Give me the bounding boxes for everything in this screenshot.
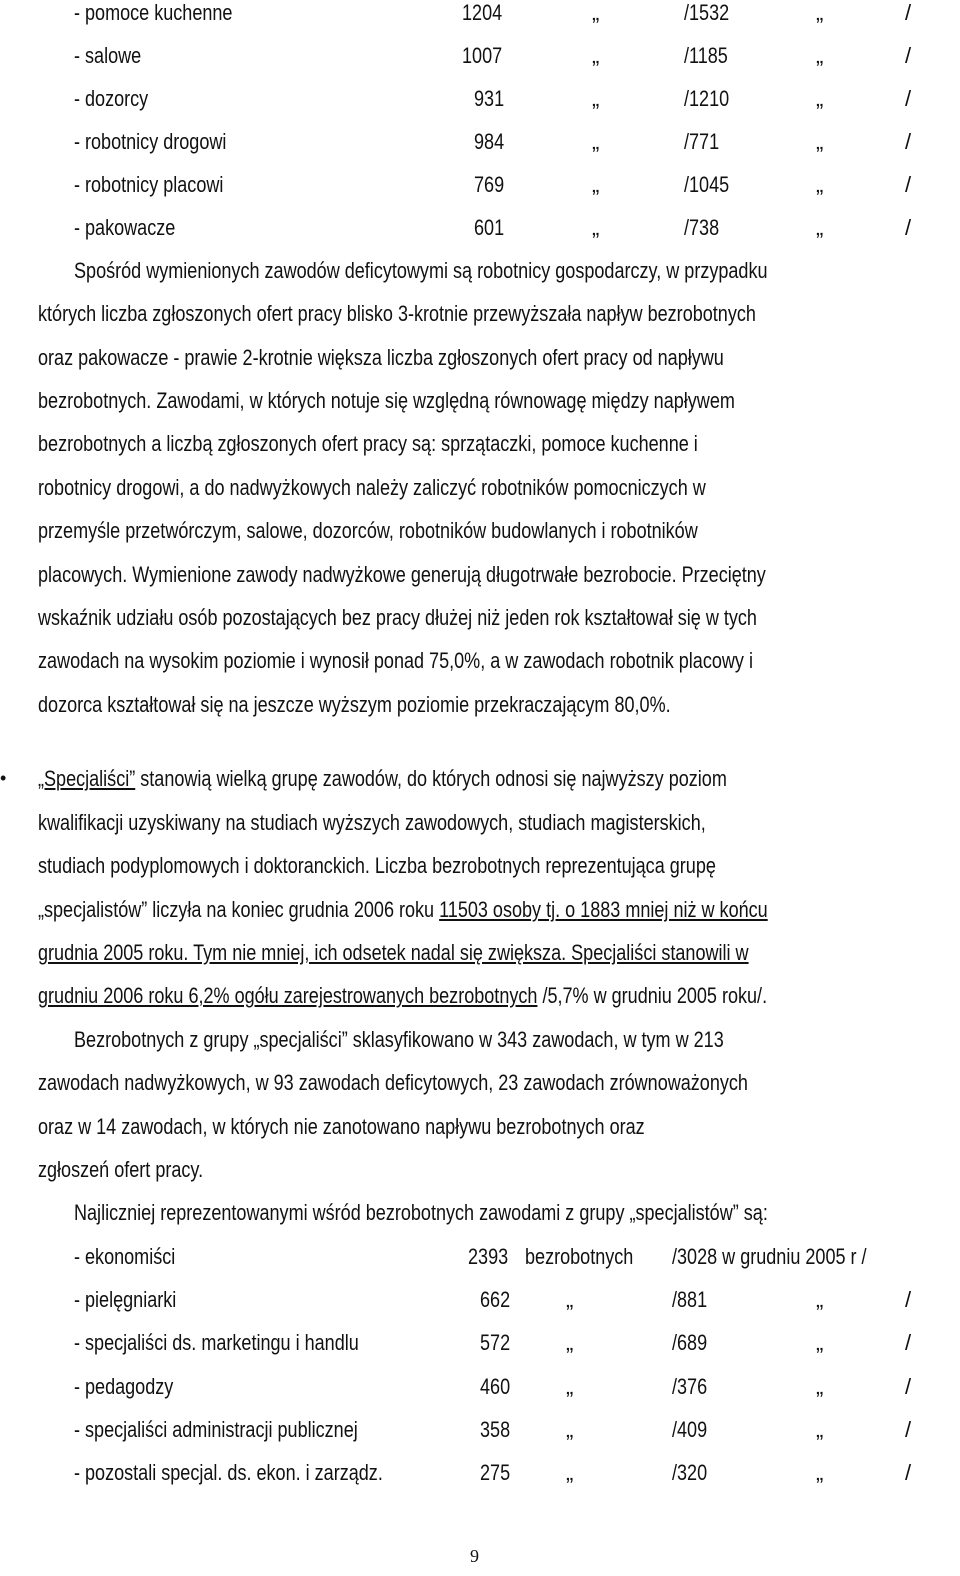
ditto-mark: „ bbox=[816, 86, 824, 111]
text-line: robotnicy drogowi, a do nadwyżkowych należy zaliczyć robotników pomocniczych w bbox=[38, 475, 706, 500]
ditto-mark: „ bbox=[592, 172, 600, 197]
table-row bbox=[0, 1374, 960, 1404]
ditto-mark: „ bbox=[592, 129, 600, 154]
ditto-mark: „ bbox=[592, 215, 600, 240]
text-line: grudnia 2005 roku. Tym nie mniej, ich odsetek nadal się zwiększa. Specjaliści stanowili w bbox=[38, 940, 749, 965]
previous-value: /881 bbox=[672, 1287, 708, 1312]
previous-value: /376 bbox=[672, 1374, 708, 1399]
previous-value: /1210 bbox=[684, 86, 730, 111]
text-line: przemyśle przetwórczym, salowe, dozorców, robotników budowlanych i robotników bbox=[38, 518, 698, 543]
ditto-mark: „ bbox=[566, 1330, 574, 1355]
ditto-mark: „ bbox=[592, 0, 600, 25]
occupation-label: - ekonomiści bbox=[74, 1244, 176, 1269]
text-line: zgłoszeń ofert pracy. bbox=[38, 1157, 204, 1182]
text-line: dozorca kształtował się na jeszcze wyższym poziomie przekraczającym 80,0%. bbox=[38, 692, 671, 717]
previous-value: /1185 bbox=[684, 43, 728, 68]
count-value: 275 bbox=[480, 1460, 511, 1485]
count-value: 601 bbox=[474, 215, 505, 240]
count-value: 662 bbox=[480, 1287, 511, 1312]
previous-value: /409 bbox=[672, 1417, 708, 1442]
text-line: bezrobotnych a liczbą zgłoszonych ofert pracy są: sprzątaczki, pomoce kuchenne i bbox=[38, 431, 698, 456]
ditto-mark: „ bbox=[816, 1460, 824, 1485]
text-line: oraz w 14 zawodach, w których nie zanotowano napływu bezrobotnych oraz bbox=[38, 1114, 645, 1139]
ditto-mark: „ bbox=[816, 172, 824, 197]
closing-slash: / bbox=[905, 215, 912, 240]
text-line: „Specjaliści” stanowią wielką grupę zawodów, do których odnosi się najwyższy poziom bbox=[38, 766, 727, 791]
paragraph-most-numerous: Najliczniej reprezentowanymi wśród bezrobotnych zawodami z grupy „specjalistów” są: bbox=[74, 1200, 768, 1225]
closing-slash: / bbox=[905, 1460, 912, 1485]
count-value: 984 bbox=[474, 129, 505, 154]
ditto-mark: „ bbox=[816, 215, 824, 240]
closing-slash: / bbox=[905, 1374, 912, 1399]
count-value: 2393 bbox=[468, 1244, 509, 1269]
count-value: 358 bbox=[480, 1417, 511, 1442]
previous-value: /320 bbox=[672, 1460, 708, 1485]
ditto-mark: „ bbox=[816, 129, 824, 154]
closing-slash: / bbox=[905, 1417, 912, 1442]
text-line: placowych. Wymienione zawody nadwyżkowe generują długotrwałe bezrobocie. Przeciętny bbox=[38, 562, 766, 587]
text-line: „specjalistów” liczyła na koniec grudnia 2006 roku 11503 osoby tj. o 1883 mniej niż w końcu bbox=[38, 897, 768, 922]
occupation-label: - salowe bbox=[74, 43, 142, 68]
text-line: grudniu 2006 roku 6,2% ogółu zarejestrowanych bezrobotnych /5,7% w grudniu 2005 roku/. bbox=[38, 983, 768, 1008]
text-line: Bezrobotnych z grupy „specjaliści” sklasyfikowano w 343 zawodach, w tym w 213 bbox=[74, 1027, 724, 1052]
text-line: kwalifikacji uzyskiwany na studiach wyższych zawodowych, studiach magisterskich, bbox=[38, 810, 706, 835]
previous-value: /1532 bbox=[684, 0, 730, 25]
bullet-icon: • bbox=[0, 768, 7, 788]
occupation-label: - specjaliści administracji publicznej bbox=[74, 1417, 358, 1442]
count-value: 1007 bbox=[462, 43, 503, 68]
ditto-mark: „ bbox=[816, 0, 824, 25]
table-row bbox=[0, 1287, 960, 1317]
previous-value: /689 bbox=[672, 1330, 708, 1355]
text-line: zawodach nadwyżkowych, w 93 zawodach deficytowych, 23 zawodach zrównoważonych bbox=[38, 1070, 748, 1095]
text-line: oraz pakowacze - prawie 2-krotnie większa liczba zgłoszonych ofert pracy od napływu bbox=[38, 345, 724, 370]
occupation-label: - pozostali specjal. ds. ekon. i zarządz. bbox=[74, 1460, 383, 1485]
closing-slash: / bbox=[905, 0, 912, 25]
text-line: wskaźnik udziału osób pozostających bez pracy dłużej niż jeden rok kształtował się w tych bbox=[38, 605, 757, 630]
previous-value: /738 bbox=[684, 215, 720, 240]
occupation-label: - pakowacze bbox=[74, 215, 176, 240]
table-row bbox=[0, 86, 960, 116]
occupation-label: - robotnicy placowi bbox=[74, 172, 224, 197]
ditto-mark: „ bbox=[566, 1287, 574, 1312]
closing-slash: / bbox=[905, 172, 912, 197]
closing-slash: / bbox=[905, 129, 912, 154]
count-value: 460 bbox=[480, 1374, 511, 1399]
text-line: Spośród wymienionych zawodów deficytowymi są robotnicy gospodarczy, w przypadku bbox=[74, 258, 768, 283]
closing-slash: / bbox=[905, 43, 912, 68]
ditto-mark: „ bbox=[816, 1330, 824, 1355]
ditto-mark: „ bbox=[566, 1417, 574, 1442]
table-row bbox=[0, 129, 960, 159]
text-line: studiach podyplomowych i doktoranckich. Liczba bezrobotnych reprezentująca grupę bbox=[38, 853, 716, 878]
ditto-mark: „ bbox=[592, 86, 600, 111]
occupation-label: - specjaliści ds. marketingu i handlu bbox=[74, 1330, 359, 1355]
occupation-label: - pielęgniarki bbox=[74, 1287, 177, 1312]
count-value: 572 bbox=[480, 1330, 511, 1355]
ditto-mark: „ bbox=[592, 43, 600, 68]
ditto-mark: „ bbox=[566, 1460, 574, 1485]
previous-value: /771 bbox=[684, 129, 720, 154]
ditto-mark: „ bbox=[816, 1287, 824, 1312]
table-row bbox=[0, 172, 960, 202]
ditto-mark: „ bbox=[566, 1374, 574, 1399]
text-line: zawodach na wysokim poziomie i wynosił ponad 75,0%, a w zawodach robotnik placowy i bbox=[38, 648, 753, 673]
ditto-mark: „ bbox=[816, 1417, 824, 1442]
table-row bbox=[0, 43, 960, 73]
table-row bbox=[0, 1417, 960, 1447]
table-row bbox=[0, 1244, 960, 1274]
table-row bbox=[0, 1460, 960, 1490]
closing-slash: / bbox=[905, 1287, 912, 1312]
occupation-label: - pomoce kuchenne bbox=[74, 0, 233, 25]
occupation-label: - pedagodzy bbox=[74, 1374, 174, 1399]
ditto-mark: „ bbox=[816, 1374, 824, 1399]
previous-value: /3028 w grudniu 2005 r / bbox=[672, 1244, 867, 1269]
count-value: 931 bbox=[474, 86, 505, 111]
closing-slash: / bbox=[905, 1330, 912, 1355]
unit-label: bezrobotnych bbox=[525, 1244, 634, 1269]
text-line: których liczba zgłoszonych ofert pracy blisko 3-krotnie przewyższała napływ bezrobotnych bbox=[38, 301, 756, 326]
occupation-label: - dozorcy bbox=[74, 86, 149, 111]
ditto-mark: „ bbox=[816, 43, 824, 68]
text-line: bezrobotnych. Zawodami, w których notuje się względną równowagę między napływem bbox=[38, 388, 735, 413]
occupation-label: - robotnicy drogowi bbox=[74, 129, 227, 154]
count-value: 1204 bbox=[462, 0, 503, 25]
count-value: 769 bbox=[474, 172, 505, 197]
page-number: 9 bbox=[470, 1546, 479, 1566]
table-row bbox=[0, 0, 960, 30]
table-row bbox=[0, 215, 960, 245]
closing-slash: / bbox=[905, 86, 912, 111]
previous-value: /1045 bbox=[684, 172, 730, 197]
table-row bbox=[0, 1330, 960, 1360]
